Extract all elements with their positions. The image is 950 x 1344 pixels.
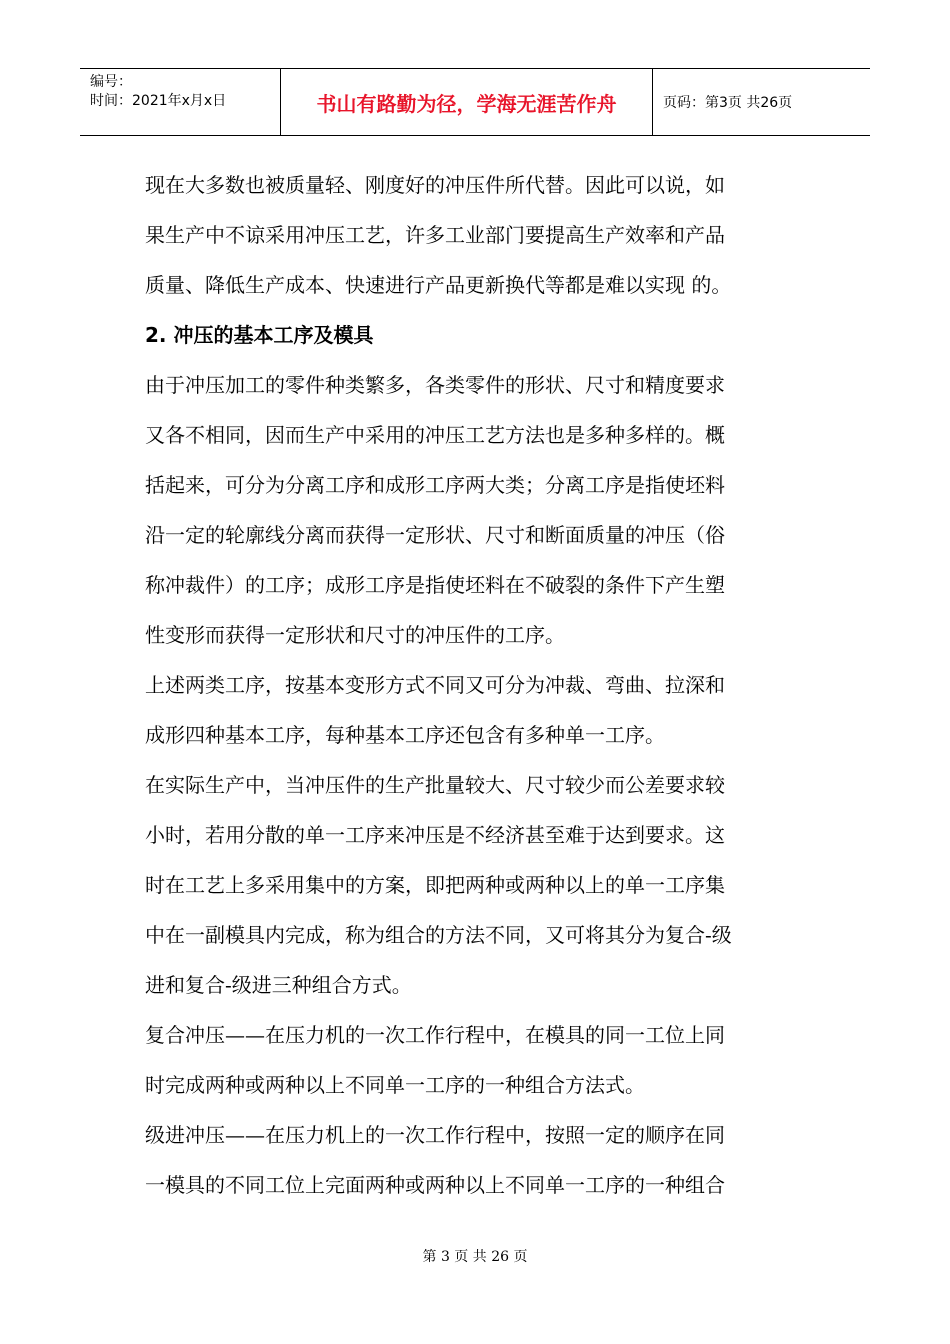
body-line: 性变形而获得一定形状和尺寸的冲压件的工序。 [145, 623, 565, 647]
body-line: 沿一定的轮廓线分离而获得一定形状、尺寸和断面质量的冲压（俗 [145, 523, 725, 547]
header-page-info: 页码：第3页 共26页 [663, 95, 793, 111]
header-left-cell [80, 69, 281, 135]
header-motto: 书山有路勤为径，学海无涯苦作舟 [281, 69, 653, 135]
body-line: 小时，若用分散的单一工序来冲压是不经济甚至难于达到要求。这 [145, 823, 725, 847]
document-date: 时间：2021年x月x日 [90, 93, 227, 109]
body-line: 质量、降低生产成本、快速进行产品更新换代等都是难以实现 的。 [145, 273, 732, 297]
body-line: 级进冲压——在压力机上的一次工作行程中，按照一定的顺序在同 [145, 1123, 725, 1147]
document-number-label: 编号： [90, 74, 132, 90]
page-footer: 第 3 页 共 26 页 [422, 1249, 528, 1265]
body-line: 括起来，可分为分离工序和成形工序两大类；分离工序是指使坯料 [145, 473, 725, 497]
body-line: 由于冲压加工的零件种类繁多，各类零件的形状、尺寸和精度要求 [145, 373, 725, 397]
page-header [80, 68, 870, 136]
body-line: 又各不相同，因而生产中采用的冲压工艺方法也是多种多样的。概 [145, 423, 725, 447]
body-line: 复合冲压——在压力机的一次工作行程中，在模具的同一工位上同 [145, 1023, 725, 1047]
body-line: 在实际生产中，当冲压件的生产批量较大、尺寸较少而公差要求较 [145, 773, 725, 797]
body-line: 时完成两种或两种以上不同单一工序的一种组合方法式。 [145, 1073, 645, 1097]
section-heading: 2. 冲压的基本工序及模具 [145, 323, 374, 347]
body-line: 成形四种基本工序，每种基本工序还包含有多种单一工序。 [145, 723, 665, 747]
body-line: 现在大多数也被质量轻、刚度好的冲压件所代替。因此可以说，如 [145, 173, 725, 197]
body-line: 进和复合-级进三种组合方式。 [145, 973, 412, 997]
document-body [145, 160, 810, 1210]
body-line: 一模具的不同工位上完面两种或两种以上不同单一工序的一种组合 [145, 1173, 725, 1197]
body-line: 时在工艺上多采用集中的方案，即把两种或两种以上的单一工序集 [145, 873, 725, 897]
body-line: 中在一副模具内完成，称为组合的方法不同，又可将其分为复合-级 [145, 923, 732, 947]
body-line: 果生产中不谅采用冲压工艺，许多工业部门要提高生产效率和产品 [145, 223, 725, 247]
body-line: 上述两类工序，按基本变形方式不同又可分为冲裁、弯曲、拉深和 [145, 673, 725, 697]
body-line: 称冲裁件）的工序；成形工序是指使坯料在不破裂的条件下产生塑 [145, 573, 725, 597]
